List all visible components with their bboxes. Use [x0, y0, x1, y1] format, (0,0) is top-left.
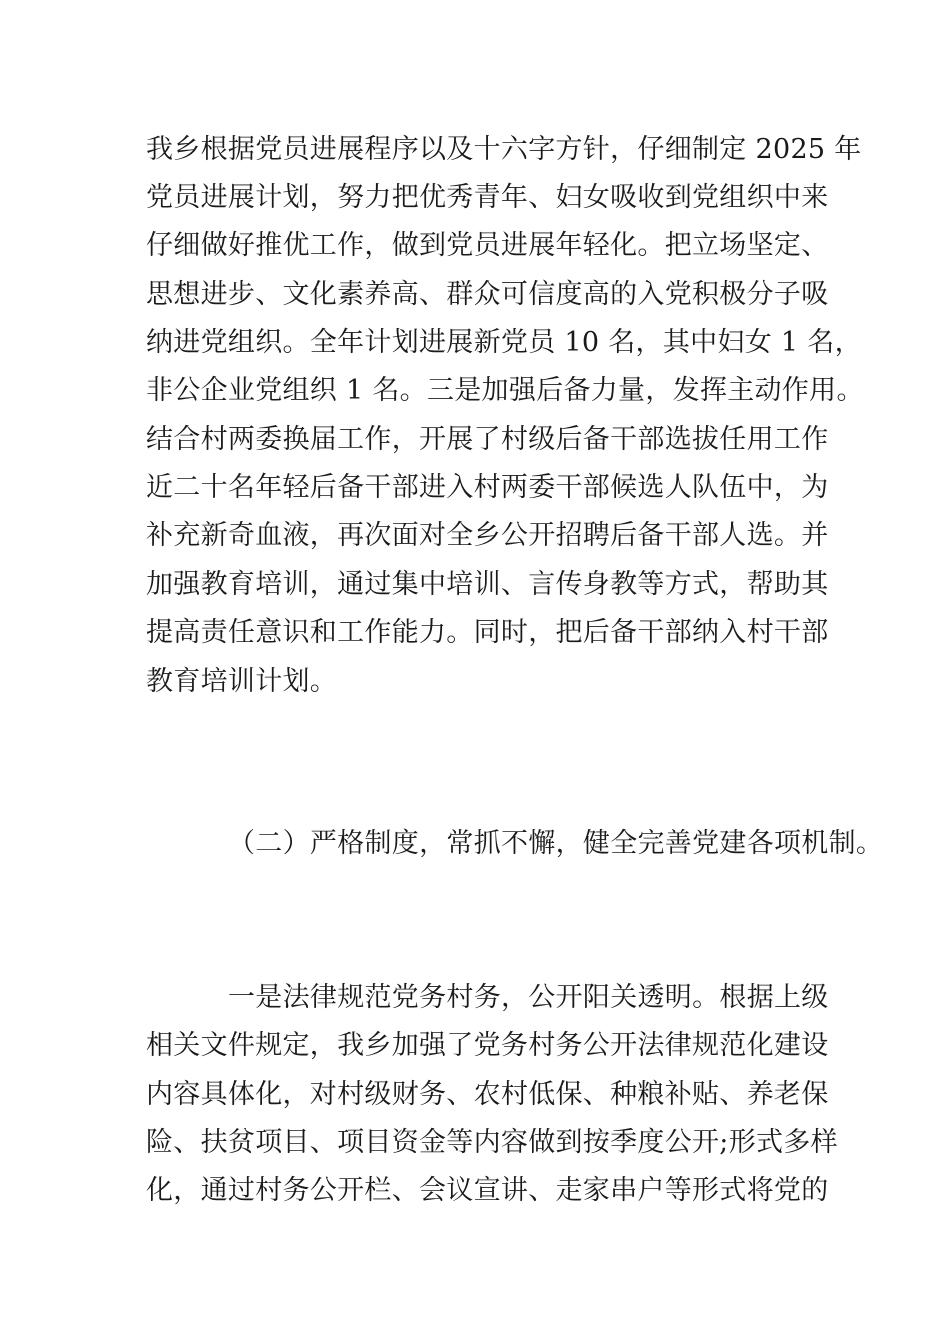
paragraph-1-line-9: 补充新奇血液，再次面对全乡公开招聘后备干部人选。并 — [146, 520, 829, 551]
paragraph-1-line-5: 纳进党组织。全年计划进展新党员 10 名，其中妇女 1 名， — [146, 327, 862, 358]
paragraph-2-line-5: 化，通过村务公开栏、会议宣讲、走家串户等形式将党的 — [146, 1175, 829, 1206]
paragraph-1-line-3: 仔细做好推优工作，做到党员进展年轻化。把立场坚定、 — [146, 230, 829, 261]
paragraph-1-line-2: 党员进展计划，努力把优秀青年、妇女吸收到党组织中来 — [146, 182, 829, 213]
paragraph-1-line-11: 提高责任意识和工作能力。同时，把后备干部纳入村干部 — [146, 617, 829, 648]
section-heading: （二）严格制度，常抓不懈，健全完善党建各项机制。 — [228, 828, 884, 859]
paragraph-1-line-10: 加强教育培训，通过集中培训、言传身教等方式，帮助其 — [146, 569, 829, 600]
paragraph-1-line-1: 我乡根据党员进展程序以及十六字方针，仔细制定 2025 年 — [146, 134, 862, 165]
paragraph-2-line-2: 相关文件规定，我乡加强了党务村务公开法律规范化建设 — [146, 1030, 829, 1061]
paragraph-1-line-6: 非公企业党组织 1 名。三是加强后备力量，发挥主动作用。 — [146, 375, 864, 406]
paragraph-2-line-3: 内容具体化，对村级财务、农村低保、种粮补贴、养老保 — [146, 1079, 829, 1110]
paragraph-1-line-7: 结合村两委换届工作，开展了村级后备干部选拔任用工作 — [146, 424, 829, 455]
paragraph-1-line-4: 思想进步、文化素养高、群众可信度高的入党积极分子吸 — [146, 279, 829, 310]
paragraph-1-line-8: 近二十名年轻后备干部进入村两委干部候选人队伍中，为 — [146, 472, 829, 503]
paragraph-1-line-12: 教育培训计划。 — [146, 666, 338, 697]
paragraph-2-line-4: 险、扶贫项目、项目资金等内容做到按季度公开;形式多样 — [146, 1127, 838, 1158]
paragraph-2-line-1: 一是法律规范党务村务，公开阳关透明。根据上级 — [228, 982, 829, 1013]
